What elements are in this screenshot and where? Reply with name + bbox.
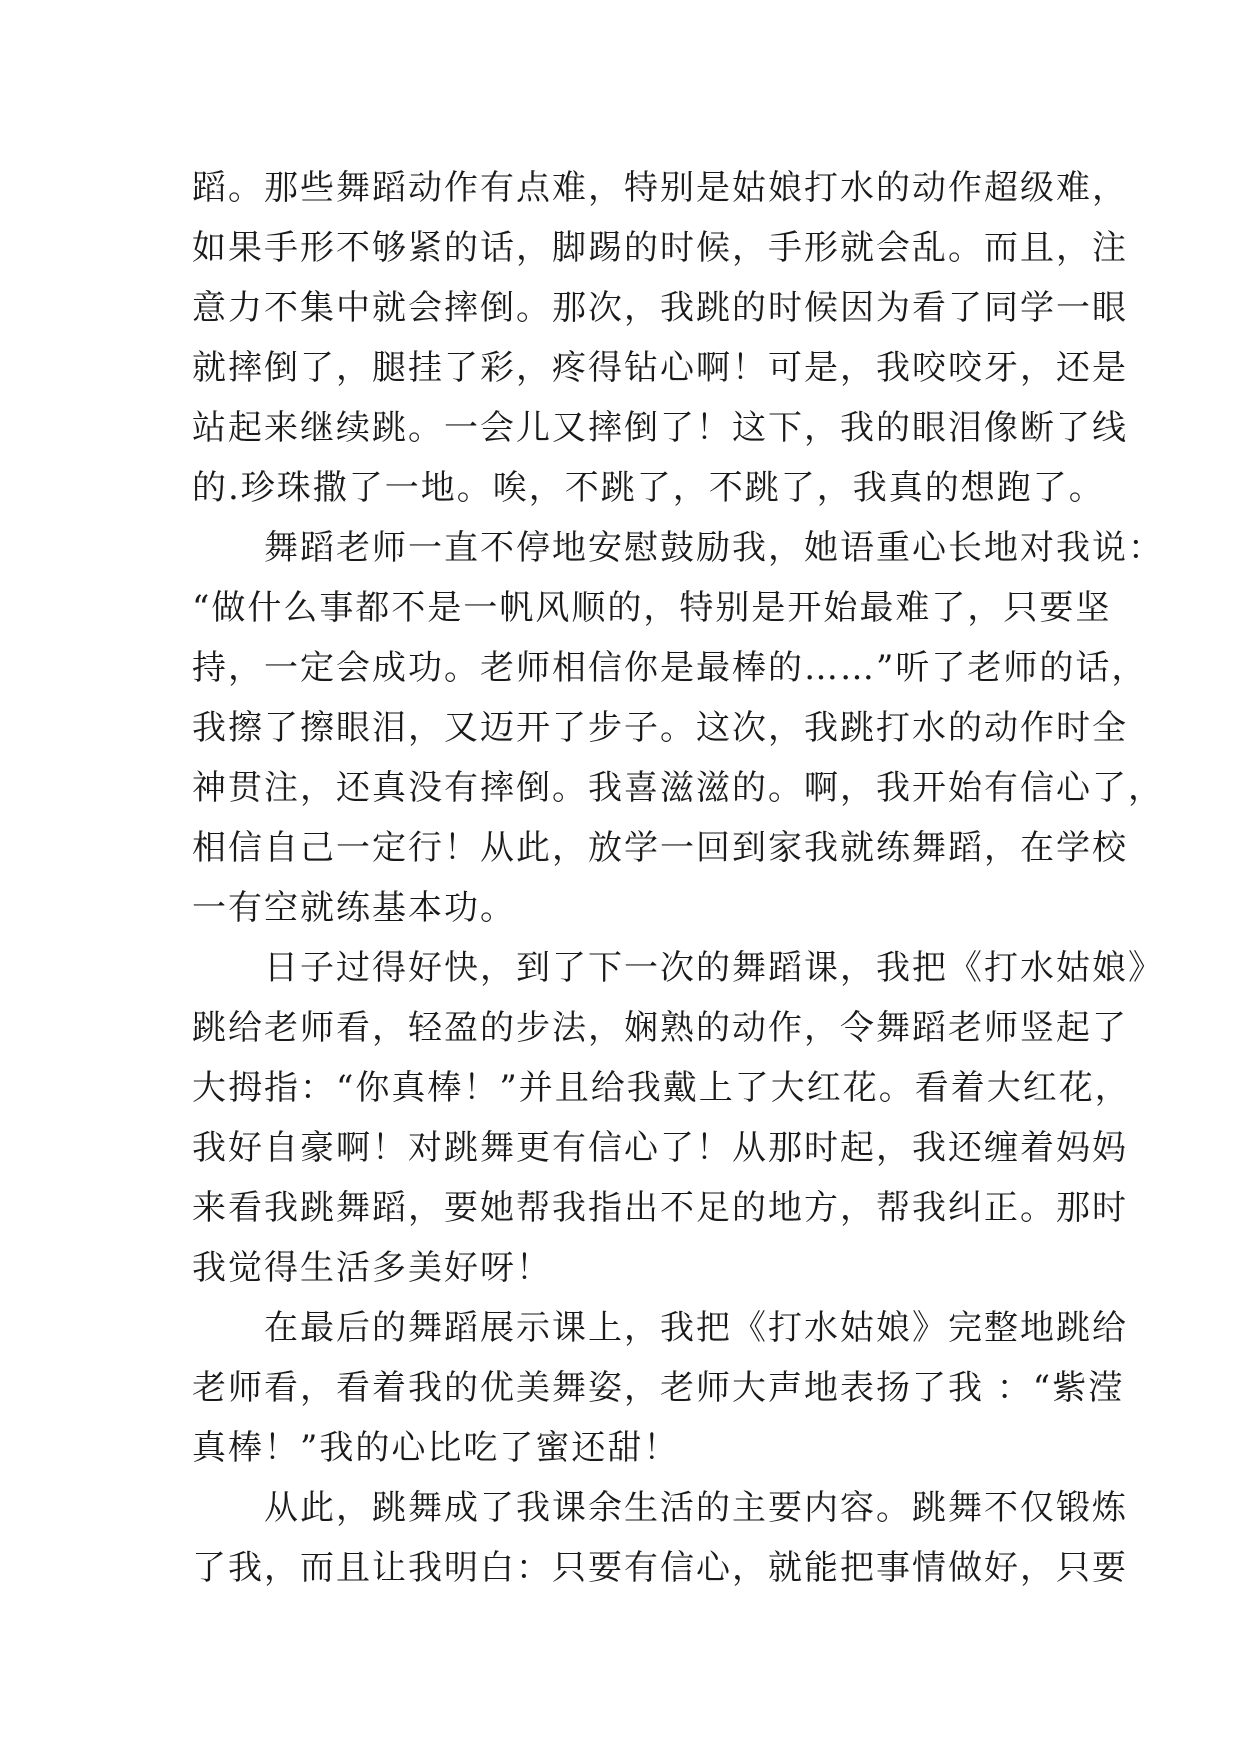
text-line: 舞蹈老师一直不停地安慰鼓励我，她语重心长地对我说： [192, 528, 1164, 568]
text-line: 老师看，看着我的优美舞姿，老师大声地表扬了我 ：“紫滢 [192, 1368, 1125, 1408]
text-line: 的.珍珠撒了一地。唉，不跳了，不跳了，我真的想跑了。 [192, 468, 1105, 508]
text-line: 我觉得生活多美好呀！ [192, 1248, 552, 1288]
text-line: 意力不集中就会摔倒。那次，我跳的时候因为看了同学一眼 [192, 288, 1128, 328]
text-line: 我好自豪啊！对跳舞更有信心了！从那时起，我还缠着妈妈 [192, 1128, 1128, 1168]
text-line: 跳给老师看，轻盈的步法，娴熟的动作，令舞蹈老师竖起了 [192, 1008, 1128, 1048]
text-line: 我擦了擦眼泪，又迈开了步子。这次，我跳打水的动作时全 [192, 708, 1128, 748]
text-line: 真棒！”我的心比吃了蜜还甜！ [192, 1428, 680, 1468]
text-line: 在最后的舞蹈展示课上，我把《打水姑娘》完整地跳给 [192, 1308, 1128, 1348]
text-line: 神贯注，还真没有摔倒。我喜滋滋的。啊，我开始有信心了， [192, 768, 1164, 808]
text-line: 了我，而且让我明白：只要有信心，就能把事情做好，只要 [192, 1548, 1128, 1588]
text-line: 站起来继续跳。一会儿又摔倒了！这下，我的眼泪像断了线 [192, 408, 1128, 448]
text-line: 相信自己一定行！从此，放学一回到家我就练舞蹈，在学校 [192, 828, 1128, 868]
text-line: 一有空就练基本功。 [192, 888, 516, 928]
body-text [192, 158, 1164, 1598]
text-line: 日子过得好快，到了下一次的舞蹈课，我把《打水姑娘》 [192, 948, 1164, 988]
text-line: 持，一定会成功。老师相信你是最棒的……”听了老师的话， [192, 648, 1148, 688]
text-line: 大拇指：“你真棒！”并且给我戴上了大红花。看着大红花， [192, 1068, 1131, 1108]
text-line: 如果手形不够紧的话，脚踢的时候，手形就会乱。而且，注 [192, 228, 1128, 268]
text-line: 就摔倒了，腿挂了彩，疼得钻心啊！可是，我咬咬牙，还是 [192, 348, 1128, 388]
text-line: 来看我跳舞蹈，要她帮我指出不足的地方，帮我纠正。那时 [192, 1188, 1128, 1228]
text-line: 蹈。那些舞蹈动作有点难，特别是姑娘打水的动作超级难， [192, 168, 1128, 208]
text-line: 从此，跳舞成了我课余生活的主要内容。跳舞不仅锻炼 [192, 1488, 1128, 1528]
text-line: “做什么事都不是一帆风顺的，特别是开始最难了，只要坚 [192, 588, 1112, 628]
